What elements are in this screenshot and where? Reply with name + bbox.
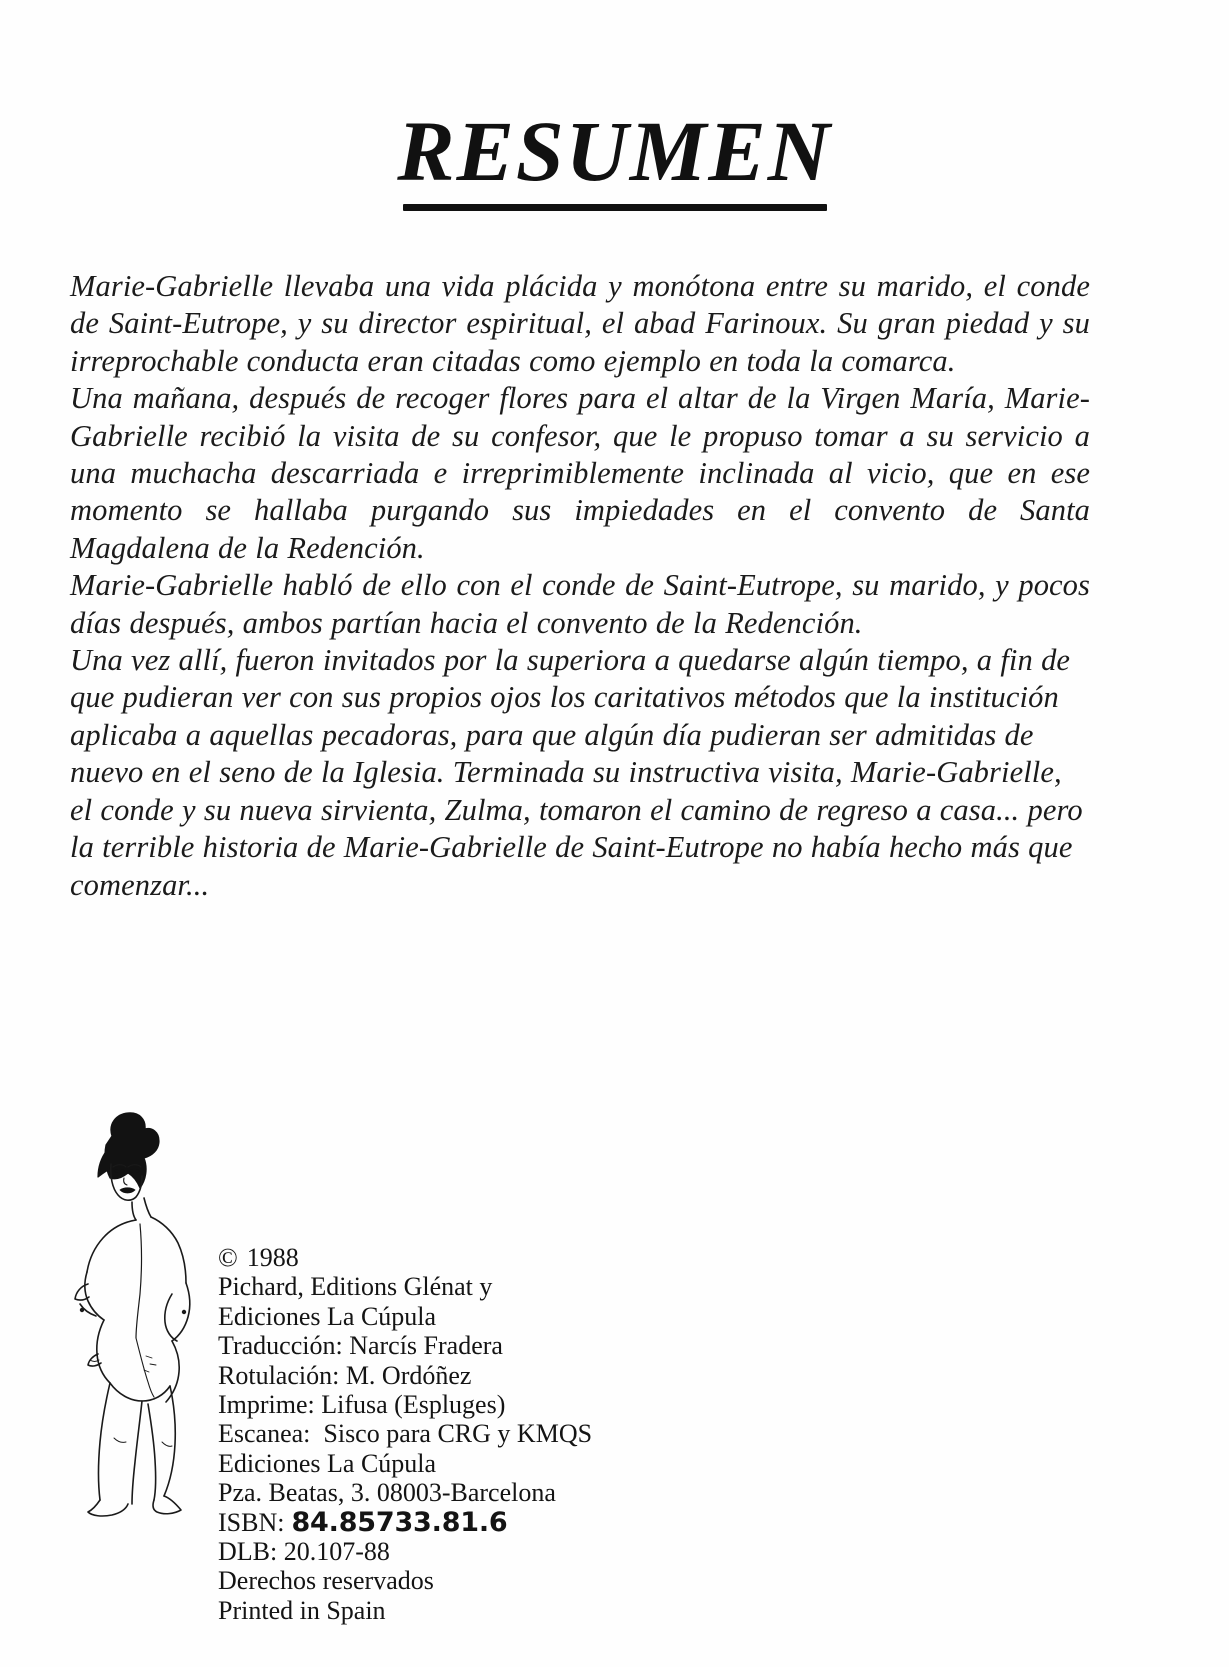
summary-paragraph: Marie-Gabrielle llevaba una vida plácida y monótona entre su marido, el conde de Saint-Eutrope, y su director espiritual, el abad Farinoux. Su gran piedad y su irreprochable conducta eran citadas como ejemplo en toda la comarca. — [70, 269, 1090, 378]
leg-left-inner — [132, 1401, 142, 1504]
buttock-curve — [110, 1383, 170, 1401]
eye-right — [129, 1169, 140, 1174]
standing-female-figure-illustration — [36, 1098, 241, 1528]
colophon-address: Pza. Beatas, 3. 08003-Barcelona — [218, 1478, 556, 1508]
knee-right — [162, 1442, 172, 1446]
colophon-rights: Derechos reservados — [218, 1566, 434, 1596]
colophon-translation: Traducción: Narcís Fradera — [218, 1331, 503, 1361]
colophon-scanner: Escanea: Sisco para CRG y KMQS — [218, 1419, 593, 1449]
mouth — [120, 1188, 135, 1193]
title-underline-rule — [403, 204, 827, 211]
colophon-printed-in: Printed in Spain — [218, 1595, 386, 1625]
summary-paragraph: Una mañana, después de recoger flores para el altar de la Virgen María, Marie-Gabrielle recibió la visita de su confesor, que le propuso tomar a su servicio a una muchacha descarriada e irreprimiblemente inclinada al vicio, que en ese momento se hallaba purgando sus impiedades en el convento de Santa Magdalena de la Redención. — [70, 381, 1090, 565]
colophon-publisher-1: Pichard, Editions Glénat y — [218, 1272, 493, 1302]
spine-line — [136, 1224, 142, 1338]
colophon-lettering: Rotulación: M. Ordóñez — [218, 1360, 472, 1390]
leg-right-inner — [148, 1404, 156, 1500]
summary-paragraph: Una vez allí, fueron invitados por la superiora a quedarse algún tiempo, a fin de que pudieran ver con sus propios ojos los caritativos métodos que la institución aplicaba a aquellas pecadoras, para que algún día pudieran ser admitidas de nuevo en el seno de la Iglesia. Terminada su instructiva visita, Marie-Gabrielle, el conde y su nueva sirvienta, Zulma, tomaron el camino de regreso a casa... pero la terrible historia de Marie-Gabrielle de Saint-Eutrope no había hecho más que comenzar... — [70, 643, 1083, 902]
colophon-printer: Imprime: Lifusa (Espluges) — [218, 1390, 506, 1420]
foot-left — [88, 1500, 128, 1516]
arm-right-outer — [172, 1283, 190, 1341]
foot-right — [153, 1496, 181, 1514]
copyright-icon: © — [218, 1243, 238, 1272]
breast-left — [75, 1284, 89, 1300]
gluteal-cleft — [136, 1338, 154, 1397]
colophon-dlb: DLB: 20.107-88 — [218, 1537, 390, 1567]
isbn-value: 84.85733.81.6 — [291, 1506, 508, 1538]
copyright-line — [218, 1243, 738, 1272]
summary-paragraph: Marie-Gabrielle habló de ello con el conde de Saint-Eutrope, su marido, y pocos días después, ambos partían hacia el convento de la Redención. — [70, 568, 1090, 640]
leg-left-outer — [99, 1383, 111, 1500]
title-block — [0, 103, 1229, 211]
shoulder-left — [87, 1220, 136, 1272]
hair-shape — [105, 1113, 159, 1188]
knee-left — [114, 1438, 126, 1442]
colophon-publisher-2: Ediciones La Cúpula — [218, 1301, 437, 1331]
shoulder-right — [151, 1217, 186, 1283]
nipple-right — [182, 1310, 186, 1314]
page-title: RESUMEN — [397, 103, 832, 199]
eye-left — [114, 1169, 125, 1174]
summary-text-block — [70, 268, 1090, 904]
hip-right — [166, 1341, 179, 1402]
waist-left — [97, 1320, 110, 1383]
neck-back — [144, 1198, 151, 1217]
arm-right-inner — [165, 1294, 177, 1341]
colophon-isbn — [218, 1508, 738, 1537]
nipple-left — [80, 1308, 84, 1312]
shading-ticks — [144, 1356, 156, 1372]
neck-front — [132, 1202, 136, 1220]
nose — [124, 1178, 127, 1185]
hand-left-fingers — [90, 1360, 99, 1362]
isbn-label: ISBN: — [218, 1507, 285, 1537]
colophon-block — [218, 1243, 738, 1625]
copyright-year: 1988 — [246, 1243, 299, 1272]
colophon-editions: Ediciones La Cúpula — [218, 1448, 437, 1478]
